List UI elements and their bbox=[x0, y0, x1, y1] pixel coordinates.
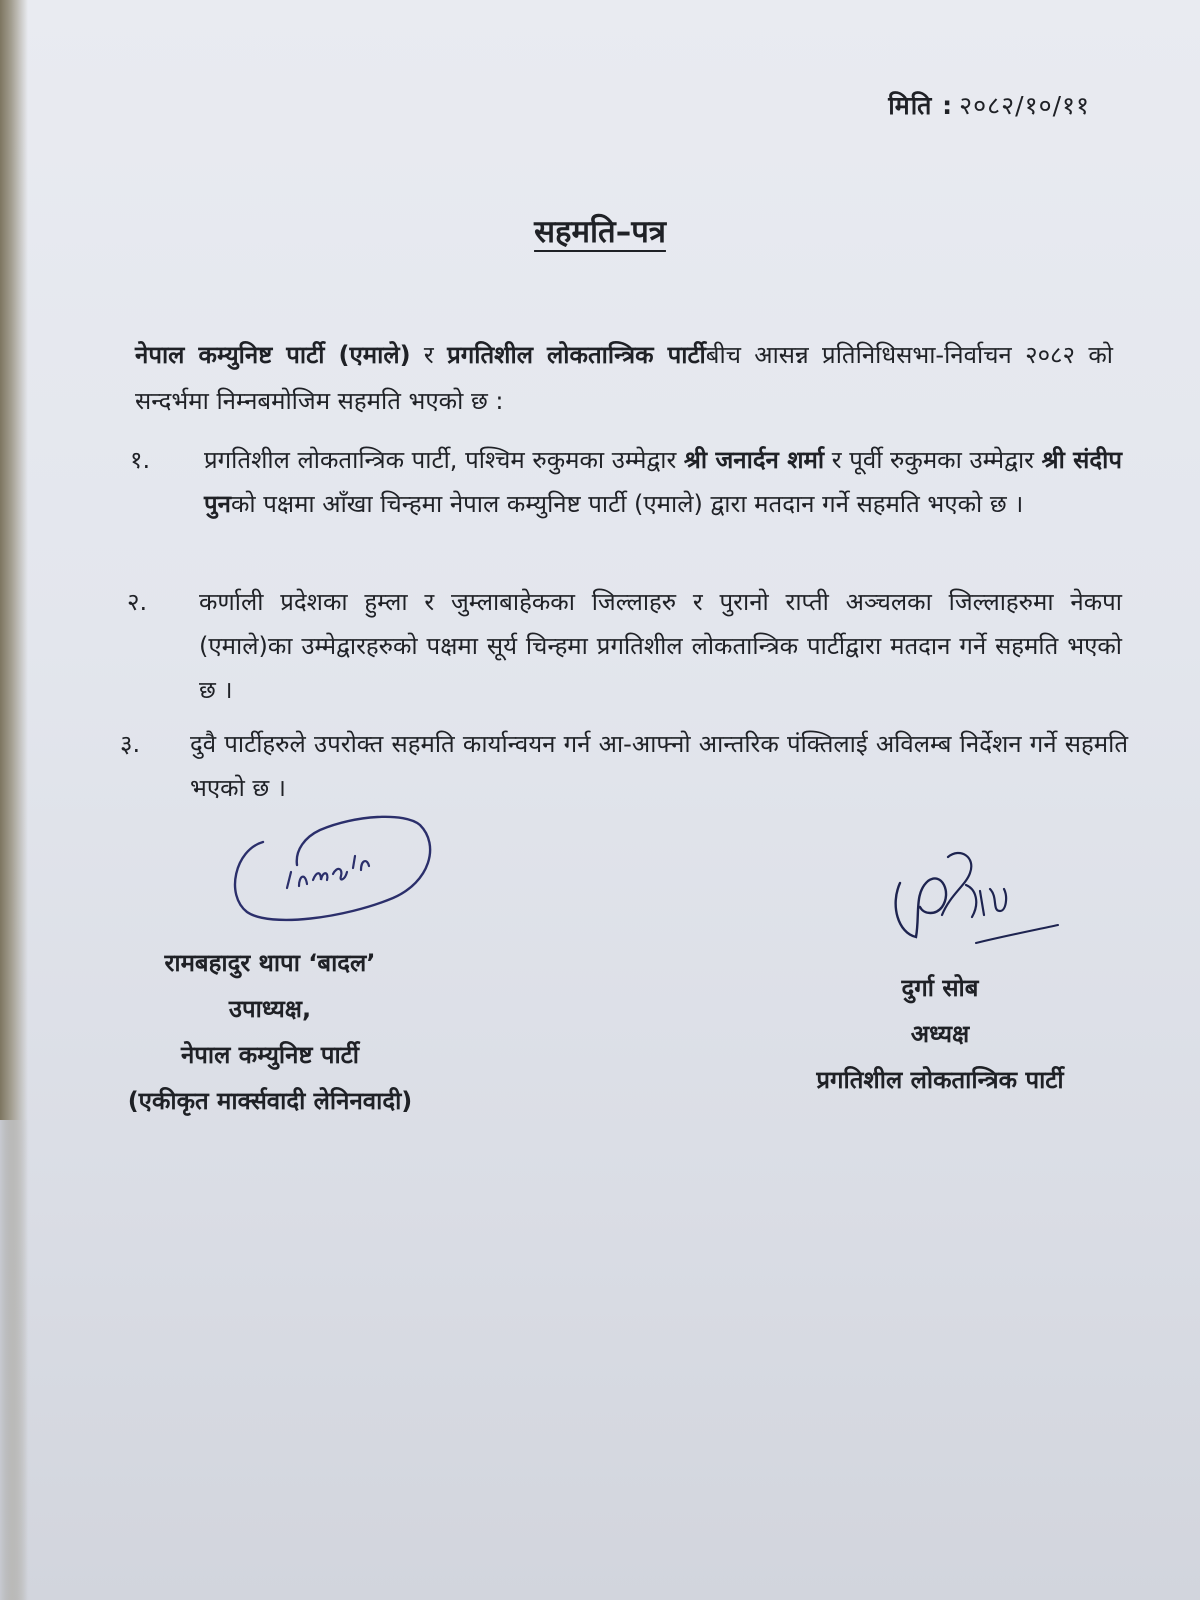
signatory-party: प्रगतिशील लोकतान्त्रिक पार्टी bbox=[816, 1066, 1064, 1094]
signatory-name: दुर्गा सोब bbox=[901, 974, 979, 1002]
signatory-right bbox=[765, 965, 1115, 1103]
signatory-name: रामबहादुर थापा ‘बादल’ bbox=[164, 949, 376, 977]
signatory-position: उपाध्यक्ष, bbox=[228, 995, 312, 1023]
signatory-party-full: (एकीकृत मार्क्सवादी लेनिनवादी) bbox=[127, 1087, 413, 1115]
signature-left bbox=[225, 810, 445, 940]
intro-rest: बीच आसन्न प्रतिनिधिसभा-निर्वाचन २०८२ को सन्दर्भमा निम्नबमोजिम सहमति भएको छ : bbox=[135, 341, 1114, 415]
item-text-part: को पक्षमा आँखा चिन्हमा नेपाल कम्युनिष्ट पार्टी (एमाले) द्वारा मतदान गर्ने सहमति भएको छ । bbox=[230, 490, 1024, 518]
signatory-position: अध्यक्ष bbox=[910, 1020, 970, 1048]
item-text bbox=[204, 438, 1122, 526]
item-text: दुवै पार्टीहरुले उपरोक्त सहमति कार्यान्वयन गर्न आ-आफ्नो आन्तरिक पंक्तिलाई अविलम्ब निर्देशन गर्ने सहमति भएको छ । bbox=[190, 730, 1128, 802]
item-text-part: र पूर्वी रुकुमका उम्मेद्वार bbox=[824, 446, 1042, 474]
date-label: मिति : bbox=[888, 91, 954, 120]
date-line bbox=[888, 88, 1090, 122]
title-text: सहमति–पत्र bbox=[534, 214, 666, 250]
signatory-party: नेपाल कम्युनिष्ट पार्टी bbox=[180, 1041, 359, 1069]
signature-right bbox=[880, 845, 1070, 975]
date-value: २०८२/१०/११ bbox=[959, 91, 1090, 120]
signatory-left bbox=[85, 940, 455, 1124]
document-title bbox=[0, 210, 1200, 252]
party-name-uml: नेपाल कम्युनिष्ट पार्टी (एमाले) bbox=[135, 341, 411, 369]
item-number: १. bbox=[130, 446, 151, 474]
candidate-name: श्री संदीप पुन bbox=[204, 446, 1122, 518]
item-text-part: प्रगतिशील लोकतान्त्रिक पार्टी, पश्चिम रुकुमका उम्मेद्वार bbox=[204, 446, 684, 474]
item-number: २. bbox=[127, 588, 148, 616]
item-text: कर्णाली प्रदेशका हुम्ला र जुम्लाबाहेकका जिल्लाहरु र पुरानो राप्ती अञ्चलका जिल्लाहरुमा नेकपा (एमाले)का उम्मेद्वारहरुको पक्षमा सूर्य चिन्हमा प्रगतिशील लोकतान्त्रिक पार्टीद्वारा मतदान गर्ने सहमति भएको छ । bbox=[199, 588, 1122, 704]
party-name-pld: प्रगतिशील लोकतान्त्रिक पार्टी bbox=[447, 341, 706, 369]
intro-connector: र bbox=[410, 341, 448, 369]
item-number: ३. bbox=[120, 730, 141, 758]
intro-paragraph bbox=[135, 332, 1113, 424]
candidate-name: श्री जनार्दन शर्मा bbox=[683, 446, 825, 474]
